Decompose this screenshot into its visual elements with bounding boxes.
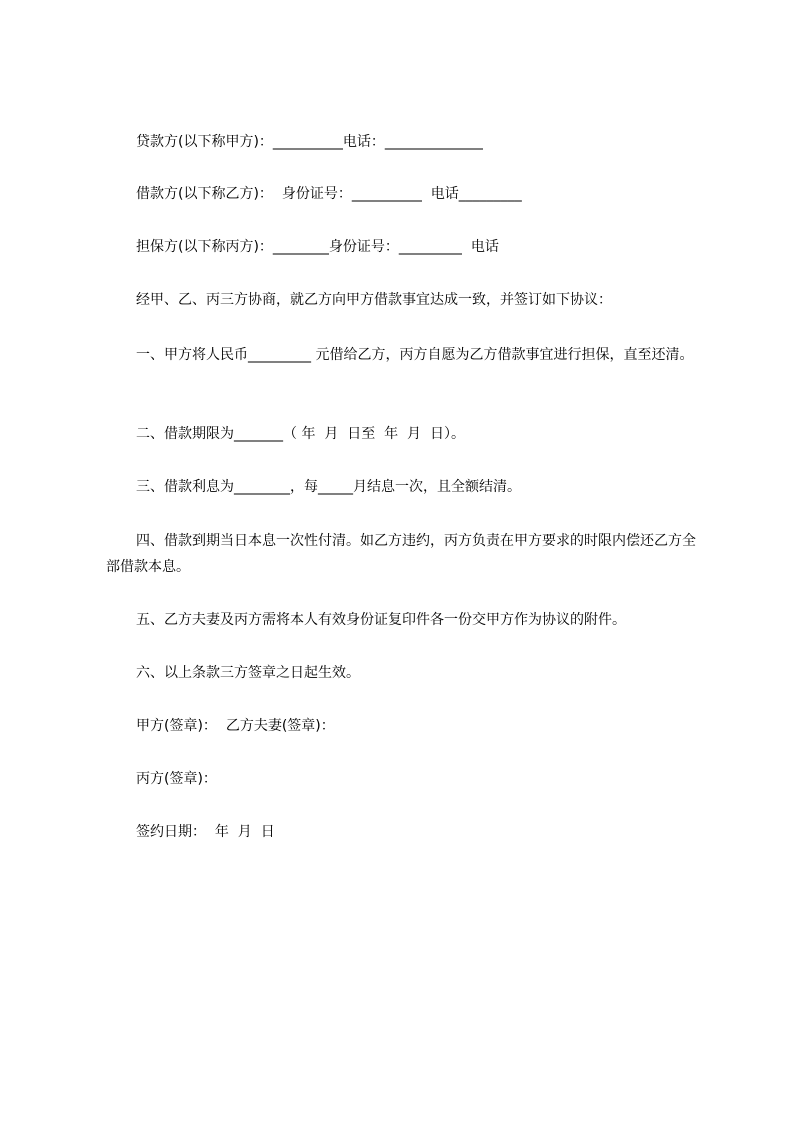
clause-6: 六、以上条款三方签章之日起生效。	[136, 665, 360, 681]
signing-date: 签约日期： 年 月 日	[136, 824, 275, 840]
clause-4: 四、借款到期当日本息一次性付清。如乙方违约，丙方负责在甲方要求的时限内偿还乙方全部借款本息。	[106, 533, 696, 575]
guarantor-line: 担保方(以下称丙方)：________身份证号：_________ 电话	[136, 239, 499, 255]
borrower-line: 借款方(以下称乙方)： 身份证号：__________ 电话_________	[136, 186, 522, 202]
clause-1: 一、甲方将人民币_________ 元借给乙方，丙方自愿为乙方借款事宜进行担保，直至还清。	[136, 347, 694, 363]
clause-5: 五、乙方夫妻及丙方需将本人有效身份证复印件各一份交甲方作为协议的附件。	[136, 612, 626, 628]
lender-line: 贷款方(以下称甲方)：__________电话：______________	[136, 134, 483, 150]
intro-paragraph: 经甲、乙、丙三方协商，就乙方向甲方借款事宜达成一致，并签订如下协议：	[136, 292, 612, 308]
signature-party-a-b: 甲方(签章)： 乙方夫妻(签章)：	[136, 718, 335, 734]
clause-2: 二、借款期限为_______（ 年 月 日至 年 月 日）。	[136, 426, 465, 442]
signature-party-c: 丙方(签章)：	[136, 771, 217, 787]
clause-3: 三、借款利息为________，每_____月结息一次，且全额结清。	[136, 479, 521, 495]
